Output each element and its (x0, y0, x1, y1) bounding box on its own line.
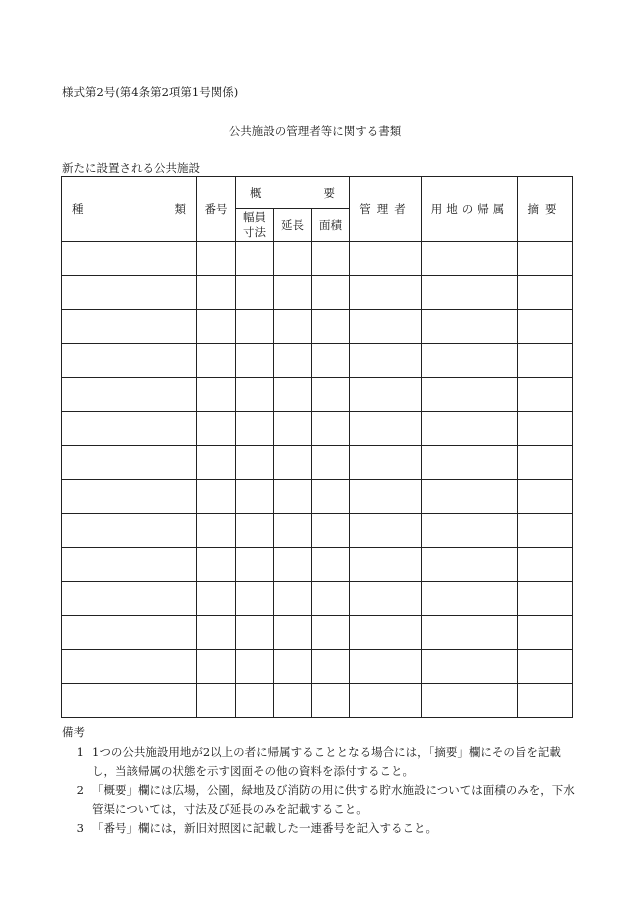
cell-number[interactable] (197, 582, 236, 616)
cell-remarks[interactable] (518, 378, 573, 412)
header-summary (236, 177, 350, 209)
cell-number[interactable] (197, 650, 236, 684)
cell-remarks[interactable] (518, 582, 573, 616)
cell-remarks[interactable] (518, 446, 573, 480)
table-row (62, 446, 573, 480)
cell-land-attribution[interactable] (422, 548, 518, 582)
cell-length[interactable] (274, 310, 312, 344)
header-remarks: 摘要 (518, 177, 573, 242)
cell-width-dimension[interactable] (236, 276, 274, 310)
header-summary-right: 要 (323, 185, 336, 200)
cell-width-dimension[interactable] (236, 650, 274, 684)
cell-width-dimension[interactable] (236, 514, 274, 548)
notes-section (62, 723, 577, 838)
note-item (62, 781, 577, 819)
cell-width-dimension[interactable] (236, 616, 274, 650)
cell-land-attribution[interactable] (422, 582, 518, 616)
cell-manager[interactable] (350, 480, 422, 514)
section-label: 新たに設置される公共施設 (62, 161, 200, 175)
table-row (62, 412, 573, 446)
cell-area[interactable] (312, 616, 350, 650)
cell-type[interactable] (62, 514, 197, 548)
cell-manager[interactable] (350, 650, 422, 684)
cell-type[interactable] (62, 378, 197, 412)
table-row (62, 582, 573, 616)
cell-type[interactable] (62, 684, 197, 718)
header-width-dimension-line2: 寸法 (243, 225, 266, 239)
cell-area[interactable] (312, 446, 350, 480)
note-item (62, 819, 577, 838)
table-row (62, 276, 573, 310)
facility-table (61, 176, 573, 718)
header-manager: 管理者 (350, 177, 422, 242)
table-row (62, 548, 573, 582)
table-row (62, 242, 573, 276)
cell-manager[interactable] (350, 582, 422, 616)
cell-area[interactable] (312, 480, 350, 514)
cell-land-attribution[interactable] (422, 650, 518, 684)
cell-length[interactable] (274, 412, 312, 446)
cell-type[interactable] (62, 650, 197, 684)
table-row (62, 344, 573, 378)
cell-land-attribution[interactable] (422, 480, 518, 514)
header-type (62, 177, 197, 242)
cell-land-attribution[interactable] (422, 378, 518, 412)
cell-type[interactable] (62, 582, 197, 616)
cell-manager[interactable] (350, 344, 422, 378)
cell-width-dimension[interactable] (236, 548, 274, 582)
cell-number[interactable] (197, 514, 236, 548)
form-number: 様式第2号(第4条第2項第1号関係) (62, 85, 239, 99)
cell-area[interactable] (312, 684, 350, 718)
cell-remarks[interactable] (518, 514, 573, 548)
note-number: 2 (76, 783, 84, 797)
cell-manager[interactable] (350, 412, 422, 446)
cell-area[interactable] (312, 378, 350, 412)
cell-remarks[interactable] (518, 242, 573, 276)
note-number: 3 (76, 821, 84, 835)
cell-manager[interactable] (350, 616, 422, 650)
note-item (62, 743, 577, 781)
cell-land-attribution[interactable] (422, 344, 518, 378)
cell-length[interactable] (274, 616, 312, 650)
cell-remarks[interactable] (518, 310, 573, 344)
cell-manager[interactable] (350, 684, 422, 718)
cell-number[interactable] (197, 344, 236, 378)
cell-remarks[interactable] (518, 616, 573, 650)
header-area: 面積 (312, 209, 350, 242)
cell-area[interactable] (312, 344, 350, 378)
cell-number[interactable] (197, 480, 236, 514)
cell-width-dimension[interactable] (236, 446, 274, 480)
cell-type[interactable] (62, 616, 197, 650)
table-row (62, 616, 573, 650)
cell-number[interactable] (197, 310, 236, 344)
note-text: 「概要」欄には広場，公園，緑地及び消防の用に供する貯水施設については面積のみを，下水管渠については，寸法及び延長のみを記載すること。 (92, 783, 575, 816)
cell-remarks[interactable] (518, 276, 573, 310)
header-type-right: 類 (174, 202, 186, 216)
header-land-attribution: 用地の帰属 (422, 177, 518, 242)
table-row (62, 650, 573, 684)
header-length: 延長 (274, 209, 312, 242)
cell-width-dimension[interactable] (236, 344, 274, 378)
header-width-dimension (236, 209, 274, 242)
cell-land-attribution[interactable] (422, 684, 518, 718)
cell-type[interactable] (62, 412, 197, 446)
cell-number[interactable] (197, 378, 236, 412)
cell-type[interactable] (62, 480, 197, 514)
header-width-dimension-line1: 幅員 (243, 210, 266, 224)
cell-manager[interactable] (350, 242, 422, 276)
table-row (62, 310, 573, 344)
cell-manager[interactable] (350, 310, 422, 344)
cell-manager[interactable] (350, 446, 422, 480)
cell-length[interactable] (274, 684, 312, 718)
cell-manager[interactable] (350, 276, 422, 310)
note-number: 1 (76, 745, 84, 759)
cell-area[interactable] (312, 582, 350, 616)
cell-width-dimension[interactable] (236, 378, 274, 412)
cell-number[interactable] (197, 412, 236, 446)
cell-length[interactable] (274, 446, 312, 480)
cell-length[interactable] (274, 650, 312, 684)
cell-type[interactable] (62, 344, 197, 378)
cell-length[interactable] (274, 480, 312, 514)
cell-remarks[interactable] (518, 480, 573, 514)
cell-land-attribution[interactable] (422, 514, 518, 548)
cell-number[interactable] (197, 684, 236, 718)
note-text: 1つの公共施設用地が2以上の者に帰属することとなる場合には，「摘要」欄にその旨を記載し，当該帰属の状態を示す図面その他の資料を添付すること。 (92, 745, 561, 778)
cell-length[interactable] (274, 582, 312, 616)
cell-area[interactable] (312, 412, 350, 446)
cell-width-dimension[interactable] (236, 310, 274, 344)
cell-length[interactable] (274, 242, 312, 276)
cell-length[interactable] (274, 548, 312, 582)
note-text: 「番号」欄には，新旧対照図に記載した一連番号を記入すること。 (92, 821, 437, 835)
cell-land-attribution[interactable] (422, 276, 518, 310)
cell-manager[interactable] (350, 514, 422, 548)
cell-type[interactable] (62, 548, 197, 582)
cell-area[interactable] (312, 276, 350, 310)
cell-length[interactable] (274, 514, 312, 548)
cell-type[interactable] (62, 276, 197, 310)
cell-width-dimension[interactable] (236, 242, 274, 276)
cell-land-attribution[interactable] (422, 310, 518, 344)
cell-length[interactable] (274, 378, 312, 412)
header-summary-left: 概 (250, 185, 262, 200)
cell-area[interactable] (312, 514, 350, 548)
cell-area[interactable] (312, 650, 350, 684)
cell-number[interactable] (197, 276, 236, 310)
cell-number[interactable] (197, 242, 236, 276)
cell-number[interactable] (197, 446, 236, 480)
cell-remarks[interactable] (518, 684, 573, 718)
cell-land-attribution[interactable] (422, 446, 518, 480)
cell-remarks[interactable] (518, 548, 573, 582)
cell-land-attribution[interactable] (422, 242, 518, 276)
cell-remarks[interactable] (518, 344, 573, 378)
cell-length[interactable] (274, 344, 312, 378)
table-row (62, 514, 573, 548)
cell-manager[interactable] (350, 378, 422, 412)
cell-remarks[interactable] (518, 650, 573, 684)
table-row (62, 684, 573, 718)
cell-number[interactable] (197, 616, 236, 650)
cell-remarks[interactable] (518, 412, 573, 446)
cell-width-dimension[interactable] (236, 582, 274, 616)
cell-number[interactable] (197, 548, 236, 582)
cell-width-dimension[interactable] (236, 684, 274, 718)
table-row (62, 480, 573, 514)
notes-heading: 備考 (62, 725, 85, 739)
cell-width-dimension[interactable] (236, 412, 274, 446)
cell-land-attribution[interactable] (422, 412, 518, 446)
cell-land-attribution[interactable] (422, 616, 518, 650)
cell-area[interactable] (312, 242, 350, 276)
document-title: 公共施設の管理者等に関する書類 (228, 124, 402, 138)
cell-type[interactable] (62, 242, 197, 276)
cell-length[interactable] (274, 276, 312, 310)
header-number: 番号 (197, 177, 236, 242)
header-type-left: 種 (72, 202, 84, 216)
cell-area[interactable] (312, 548, 350, 582)
cell-type[interactable] (62, 310, 197, 344)
cell-width-dimension[interactable] (236, 480, 274, 514)
table-row (62, 378, 573, 412)
cell-manager[interactable] (350, 548, 422, 582)
cell-type[interactable] (62, 446, 197, 480)
cell-area[interactable] (312, 310, 350, 344)
